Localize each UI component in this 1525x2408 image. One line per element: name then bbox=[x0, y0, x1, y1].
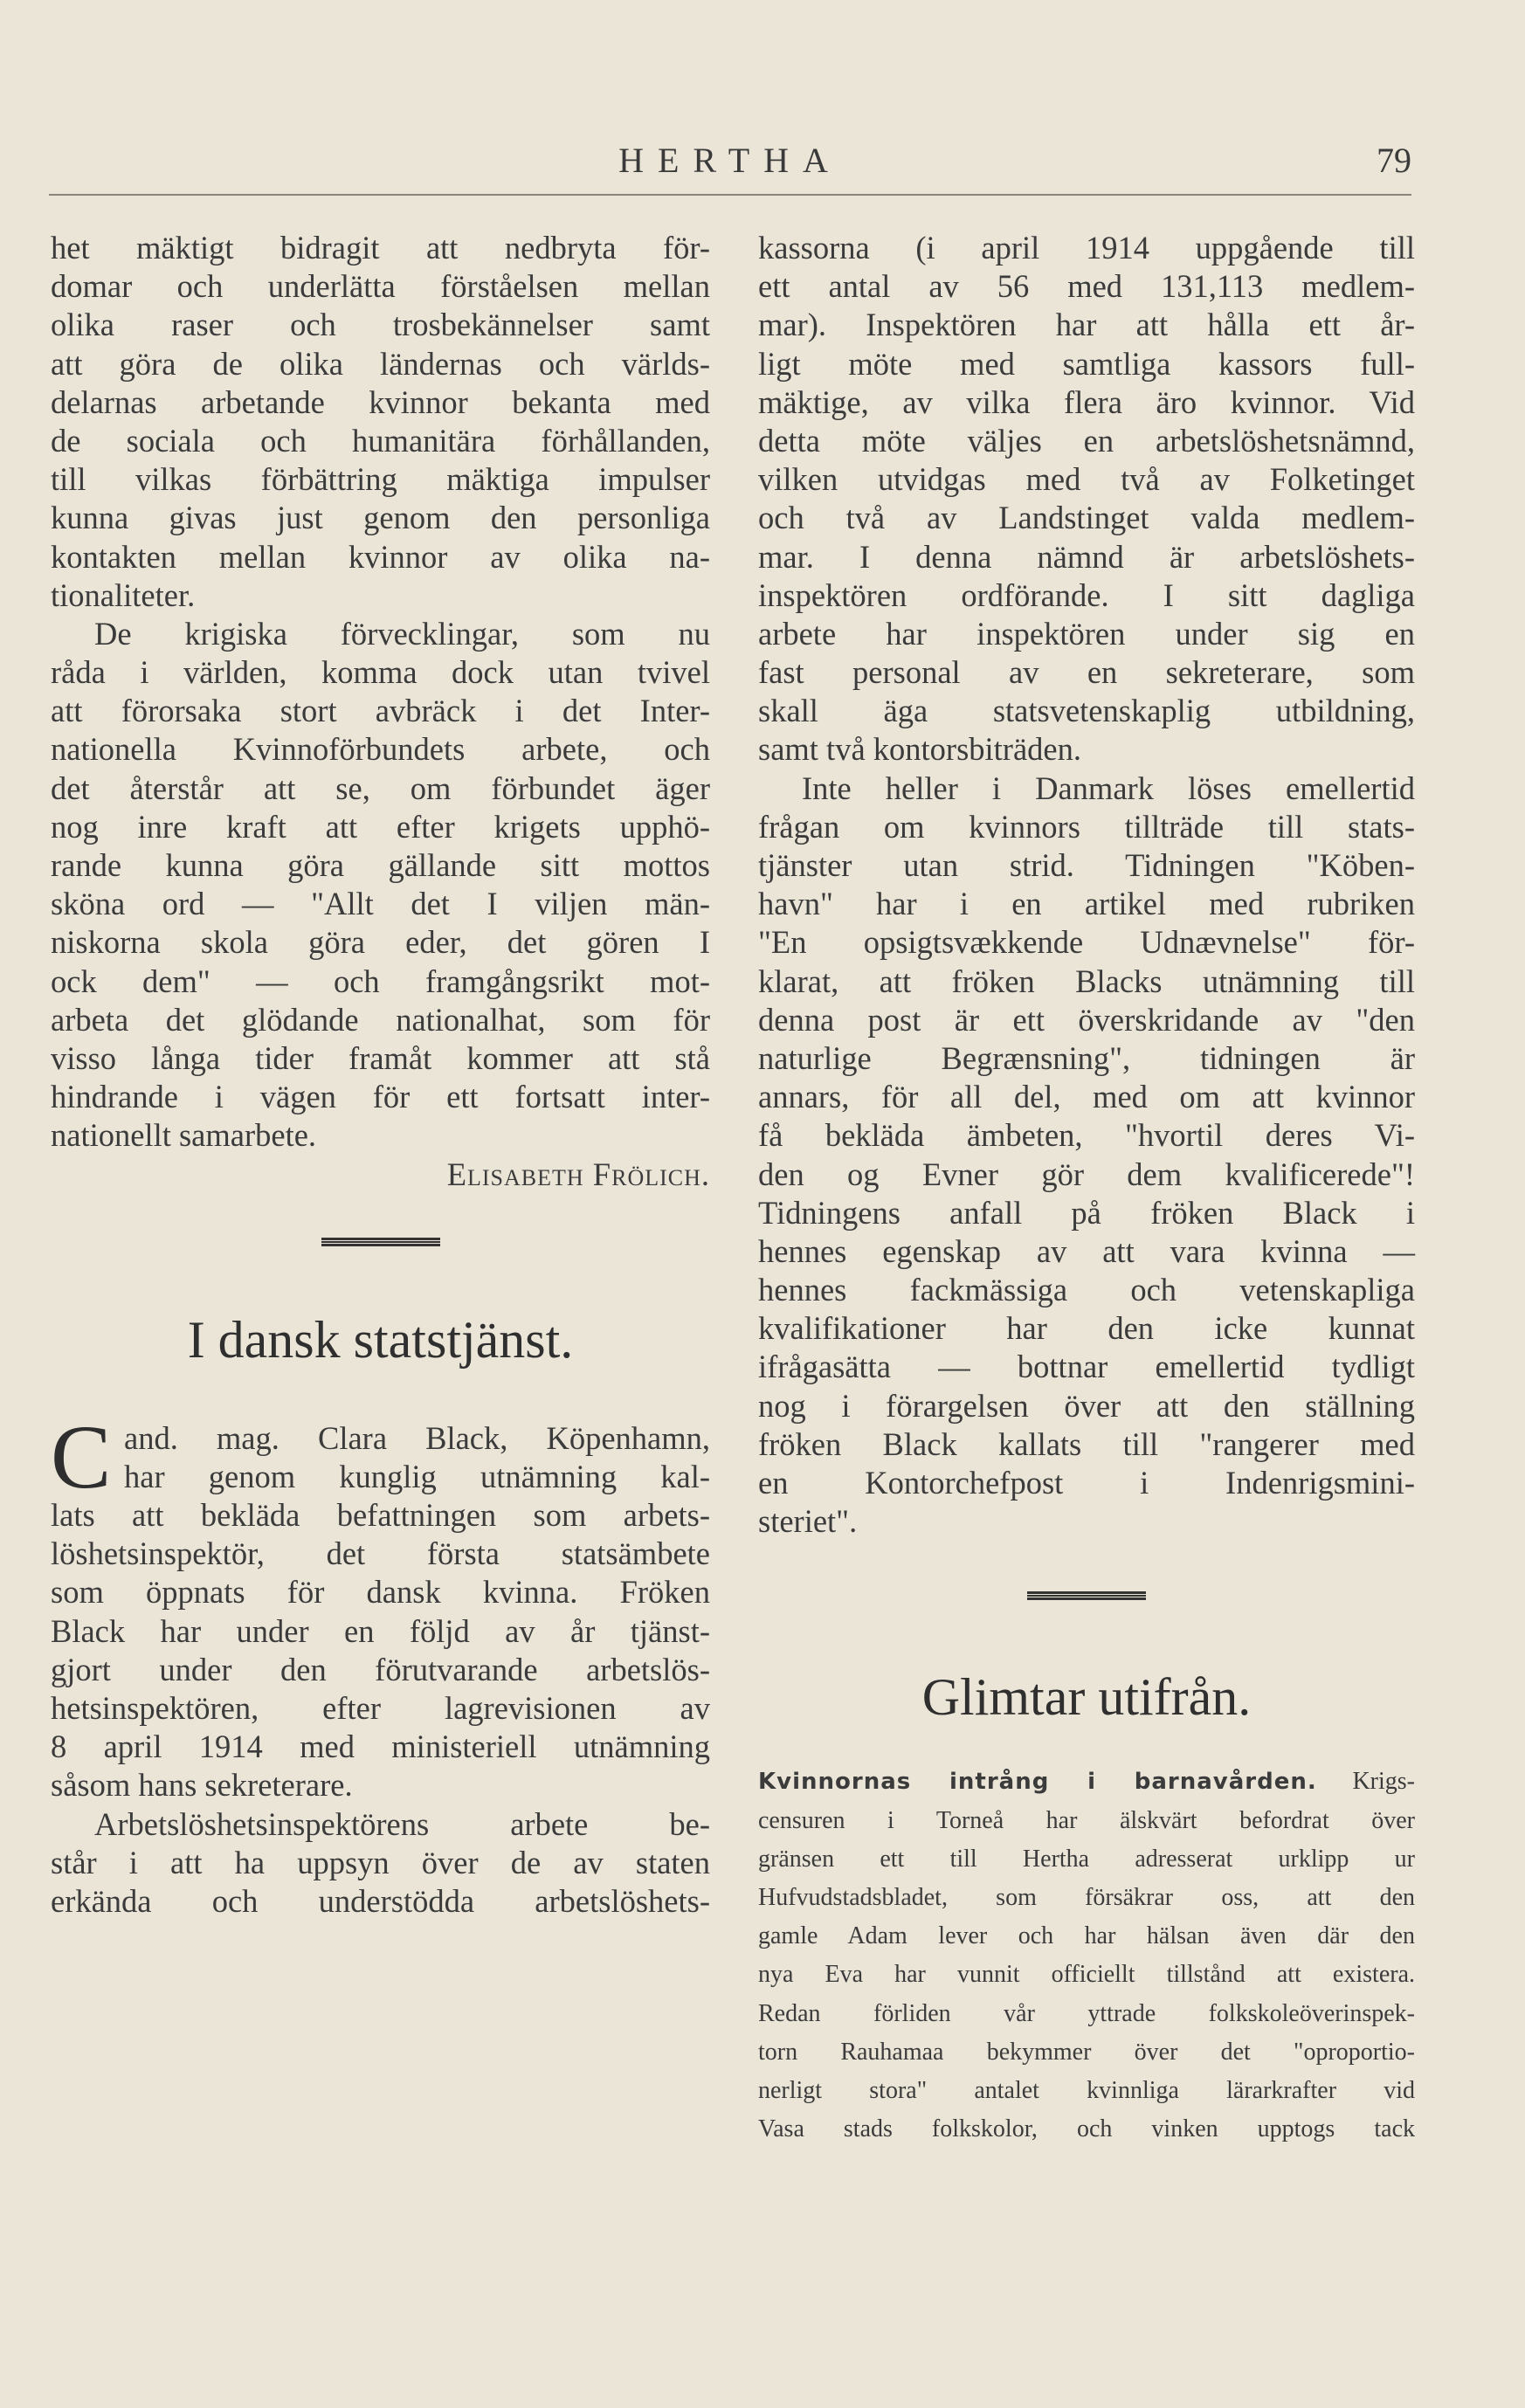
text-line: hetsinspektören, efter lagrevisionen av bbox=[51, 1690, 710, 1726]
text-line: detta möte väljes en arbetslöshetsnämnd, bbox=[758, 422, 1415, 459]
text-line: visso långa tider framåt kommer att stå bbox=[51, 1039, 710, 1076]
text-line: står i att ha uppsyn över de av staten bbox=[51, 1844, 710, 1880]
text-line: samt två kontorsbiträden. bbox=[758, 731, 1081, 768]
text-line: som öppnats för dansk kvinna. Fröken bbox=[51, 1574, 710, 1611]
text-line: arbete har inspektören under sig en bbox=[758, 615, 1415, 652]
text-line: råda i världen, komma dock utan tvivel bbox=[51, 654, 710, 691]
text-line: kassorna (i april 1914 uppgående till bbox=[758, 230, 1415, 266]
text-line: till vilkas förbättring mäktiga impulser bbox=[51, 461, 710, 498]
text-line: nerligt stora" antalet kvinnliga lärarkrafter vid bbox=[758, 2076, 1415, 2104]
text-line: niskorna skola göra eder, det gören I bbox=[51, 924, 710, 961]
right-column bbox=[758, 229, 1415, 2149]
text-line: denna post är ett överskridande av "den bbox=[758, 1001, 1415, 1038]
article1-paragraph1 bbox=[51, 229, 710, 615]
text-line: nog inre kraft att efter krigets upphö- bbox=[51, 808, 710, 845]
text-line: lats att bekläda befattningen som arbets- bbox=[51, 1497, 710, 1534]
text-line: erkända och understödda arbetslöshets- bbox=[51, 1882, 710, 1919]
text-line: fast personal av en sekreterare, som bbox=[758, 654, 1415, 691]
text-line: hennes fackmässiga och vetenskapliga bbox=[758, 1272, 1415, 1308]
text-line: censuren i Torneå har älskvärt befordrat över bbox=[758, 1806, 1415, 1834]
article1-paragraph2 bbox=[51, 615, 710, 1156]
text-line: and. mag. Clara Black, Köpenhamn, bbox=[124, 1419, 710, 1456]
text-line: gamle Adam lever och har hälsan även där den bbox=[758, 1922, 1415, 1950]
text-line: rande kunna göra gällande sitt mottos bbox=[51, 847, 710, 883]
text-line: ifrågasätta — bottnar emellertid tydligt bbox=[758, 1349, 1415, 1385]
text-line: Black har under en följd av år tjänst- bbox=[51, 1612, 710, 1649]
text-line: löshetsinspektör, det första statsämbete bbox=[51, 1535, 710, 1572]
article2-paragraph3 bbox=[758, 769, 1415, 1542]
text-line: ett antal av 56 med 131,113 medlem- bbox=[758, 268, 1415, 305]
text-line: domar och underlätta förståelsen mellan bbox=[51, 268, 710, 305]
text-line: Redan förliden vår yttrade folkskoleöverinspek- bbox=[758, 1999, 1415, 2027]
text-line: het mäktigt bidragit att nedbryta för- bbox=[51, 230, 710, 266]
text-line: gränsen ett till Hertha adresserat urklipp ur bbox=[758, 1845, 1415, 1873]
text-line: den og Evner gör dem kvalificerede"! bbox=[758, 1156, 1415, 1192]
text-line: nog i förargelsen över att den ställning bbox=[758, 1387, 1415, 1424]
journal-title: HERTHA bbox=[618, 141, 842, 180]
text-line: "En opsigtsvækkende Udnævnelse" för- bbox=[758, 924, 1415, 961]
left-column bbox=[51, 229, 710, 1921]
article3-title: Glimtar utifrån. bbox=[921, 1668, 1252, 1727]
text-line: naturlige Begrænsning", tidningen är bbox=[758, 1039, 1415, 1076]
text-line: såsom hans sekreterare. bbox=[51, 1767, 353, 1804]
text-line: att göra de olika ländernas och världs- bbox=[51, 345, 710, 382]
text-line: nationellt samarbete. bbox=[51, 1117, 317, 1154]
text-line: nya Eva har vunnit officiellt tillstånd att existera. bbox=[758, 1961, 1415, 1989]
text-line: tjänster utan strid. Tidningen "Köben- bbox=[758, 847, 1415, 883]
text-line: gjort under den förutvarande arbetslös- bbox=[51, 1651, 710, 1687]
text-line: torn Rauhamaa bekymmer över det "oproportio- bbox=[758, 2038, 1415, 2066]
text-line: nationella Kvinnoförbundets arbete, och bbox=[51, 731, 710, 768]
section-divider bbox=[321, 1238, 440, 1246]
text-line: kvalifikationer har den icke kunnat bbox=[758, 1310, 1415, 1347]
text-line: och två av Landstinget valda medlem- bbox=[758, 500, 1415, 536]
page-number: 79 bbox=[1377, 141, 1411, 180]
section-divider-2 bbox=[1027, 1591, 1146, 1600]
text-line: Tidningens anfall på fröken Black i bbox=[758, 1194, 1415, 1231]
article3-first-line bbox=[758, 1763, 1415, 1801]
text-line: fröken Black kallats till "rangerer med bbox=[758, 1425, 1415, 1462]
article2-continuation bbox=[758, 229, 1415, 769]
text-line: ock dem" — och framgångsrikt mot- bbox=[51, 963, 710, 999]
text-line: Vasa stads folkskolor, och vinken upptogs tack bbox=[758, 2115, 1415, 2143]
text-line: vilken utvidgas med två av Folketinget bbox=[758, 461, 1415, 498]
text-line: De krigiska förvecklingar, som nu bbox=[94, 615, 710, 652]
text-line: klarat, att fröken Blacks utnämning till bbox=[758, 963, 1415, 999]
text-line: Hufvudstadsbladet, som försäkrar oss, att den bbox=[758, 1883, 1415, 1911]
text-line: inspektören ordförande. I sitt dagliga bbox=[758, 576, 1415, 613]
text-line: ligt möte med samtliga kassors full- bbox=[758, 345, 1415, 382]
text-line: arbeta det glödande nationalhat, som för bbox=[51, 1001, 710, 1038]
text-line: har genom kunglig utnämning kal- bbox=[124, 1458, 710, 1494]
text-line: mar). Inspektören har att hålla ett år- bbox=[758, 307, 1415, 343]
text-line: att förorsaka stort avbräck i det Inter- bbox=[51, 693, 710, 729]
subsection-heading: Kvinnornas intrång i barnavården. bbox=[758, 1769, 1317, 1796]
text-line: havn" har i en artikel med rubriken bbox=[758, 886, 1415, 922]
text-line: hindrande i vägen för ett fortsatt inter- bbox=[51, 1079, 710, 1115]
text-line: frågan om kvinnors tillträde till stats- bbox=[758, 808, 1415, 845]
text-line: sköna ord — "Allt det I viljen män- bbox=[51, 886, 710, 922]
text-line: en Kontorchefpost i Indenrigsmini- bbox=[758, 1465, 1415, 1501]
text-line: mar. I denna nämnd är arbetslöshets- bbox=[758, 538, 1415, 575]
text-line: kontakten mellan kvinnor av olika na- bbox=[51, 538, 710, 575]
text-line: Inte heller i Danmark löses emellertid bbox=[802, 769, 1415, 806]
text-line: steriet". bbox=[758, 1503, 858, 1540]
article1-signature bbox=[51, 1156, 710, 1194]
text-line: få bekläda ämbeten, "hvortil deres Vi- bbox=[758, 1117, 1415, 1154]
text-line: annars, för all del, med om att kvinnor bbox=[758, 1079, 1415, 1115]
article2-title: I dansk statstjänst. bbox=[187, 1310, 574, 1369]
header-rule bbox=[49, 194, 1411, 196]
text-line: kunna givas just genom den personliga bbox=[51, 500, 710, 536]
signature-text: Elisabeth Frölich. bbox=[446, 1156, 710, 1192]
text-line: olika raser och trosbekännelser samt bbox=[51, 307, 710, 343]
text-line: skall äga statsvetenskaplig utbildning, bbox=[758, 693, 1415, 729]
article3-paragraph bbox=[758, 1763, 1415, 2149]
article2-paragraph2 bbox=[51, 1805, 710, 1922]
text-line: det återstår att se, om förbundet äger bbox=[51, 769, 710, 806]
text-line: tionaliteter. bbox=[51, 576, 196, 613]
dropcap-letter: C bbox=[51, 1406, 112, 1508]
page-header bbox=[49, 140, 1411, 189]
text-line: de sociala och humanitära förhållanden, bbox=[51, 422, 710, 459]
text-line: mäktige, av vilka flera äro kvinnor. Vid bbox=[758, 383, 1415, 420]
text-line: 8 april 1914 med ministeriell utnämning bbox=[51, 1728, 710, 1765]
article2-paragraph1 bbox=[51, 1406, 710, 1805]
text-line: hennes egenskap av att vara kvinna — bbox=[758, 1232, 1415, 1269]
article3-first-line-rest: Krigs- bbox=[1316, 1768, 1415, 1796]
text-line: Arbetslöshetsinspektörens arbete be- bbox=[94, 1805, 710, 1842]
text-line: delarnas arbetande kvinnor bekanta med bbox=[51, 383, 710, 420]
